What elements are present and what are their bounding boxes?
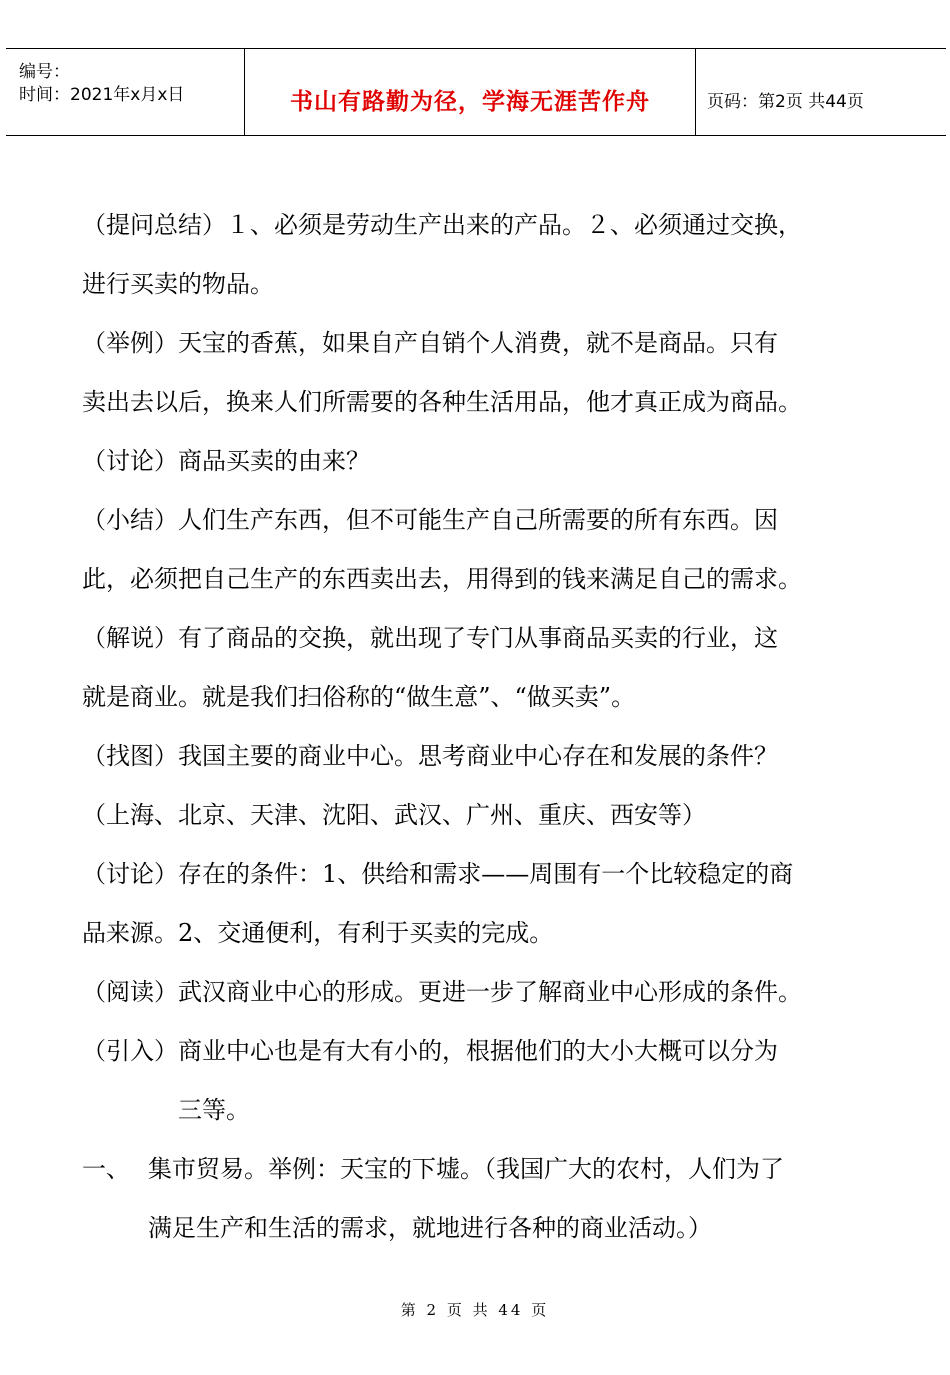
intro-body bbox=[178, 1022, 778, 1140]
paragraph-reading bbox=[82, 963, 882, 1022]
text-line: （小结）人们生产东西，但不可能生产自己所需要的所有东西。因 bbox=[82, 506, 778, 534]
paragraph-intro bbox=[82, 1022, 882, 1140]
text-line: （上海、北京、天津、沈阳、武汉、广州、重庆、西安等） bbox=[82, 801, 706, 829]
header-page-cell bbox=[695, 49, 946, 135]
text-line: 就是商业。就是我们扫俗称的“做生意”、“做买卖”。 bbox=[82, 683, 636, 711]
paragraph-conditions bbox=[82, 845, 882, 963]
text-line: （阅读）武汉商业中心的形成。更进一步了解商业中心形成的条件。 bbox=[82, 978, 802, 1006]
numbered-item-body bbox=[148, 1140, 784, 1258]
document-date-label: 时间：2021年x月x日 bbox=[19, 85, 185, 105]
text-line: （提问总结）１、必须是劳动生产出来的产品。２、必须通过交换， bbox=[82, 211, 802, 239]
text-line: 此，必须把自己生产的东西卖出去，用得到的钱来满足自己的需求。 bbox=[82, 565, 802, 593]
text-line: 进行买卖的物品。 bbox=[82, 270, 274, 298]
text-line: 三等。 bbox=[178, 1096, 250, 1124]
document-number-label: 编号： bbox=[19, 62, 70, 82]
text-line: （举例）天宝的香蕉，如果自产自销个人消费，就不是商品。只有 bbox=[82, 329, 778, 357]
paragraph-conclusion bbox=[82, 491, 882, 609]
header-motto-cell bbox=[244, 49, 696, 135]
header-meta-cell bbox=[6, 49, 244, 135]
text-line: 品来源。2、交通便利，有利于买卖的完成。 bbox=[82, 919, 554, 947]
text-line: （讨论）商品买卖的由来？ bbox=[82, 447, 370, 475]
document-header bbox=[6, 48, 946, 136]
paragraph-summary bbox=[82, 196, 882, 314]
paragraph-example bbox=[82, 314, 882, 432]
paragraph-find-map bbox=[82, 727, 882, 786]
paragraph-discussion bbox=[82, 432, 882, 491]
text-line: 集市贸易。举例：天宝的下墟。（我国广大的农村，人们为了 bbox=[148, 1155, 784, 1183]
text-line: （解说）有了商品的交换，就出现了专门从事商品买卖的行业，这 bbox=[82, 624, 778, 652]
text-line: （讨论）存在的条件：1、供给和需求——周围有一个比较稳定的商 bbox=[82, 860, 794, 888]
paragraph-city-list bbox=[82, 786, 882, 845]
header-motto: 书山有路勤为径，学海无涯苦作舟 bbox=[290, 89, 650, 115]
list-number: 一、 bbox=[82, 1155, 130, 1183]
text-line: 满足生产和生活的需求，就地进行各种的商业活动。） bbox=[148, 1214, 712, 1242]
page-footer: 第 2 页 共 44 页 bbox=[400, 1301, 550, 1319]
text-line: （找图）我国主要的商业中心。思考商业中心存在和发展的条件？ bbox=[82, 742, 778, 770]
document-body bbox=[82, 196, 882, 1258]
intro-label: （引入） bbox=[82, 1037, 178, 1065]
numbered-item-market-trade bbox=[82, 1140, 882, 1258]
header-page-info: 页码：第2页 共44页 bbox=[707, 92, 864, 112]
text-line: 商业中心也是有大有小的，根据他们的大小大概可以分为 bbox=[178, 1037, 778, 1065]
paragraph-explanation bbox=[82, 609, 882, 727]
text-line: 卖出去以后，换来人们所需要的各种生活用品，他才真正成为商品。 bbox=[82, 388, 802, 416]
